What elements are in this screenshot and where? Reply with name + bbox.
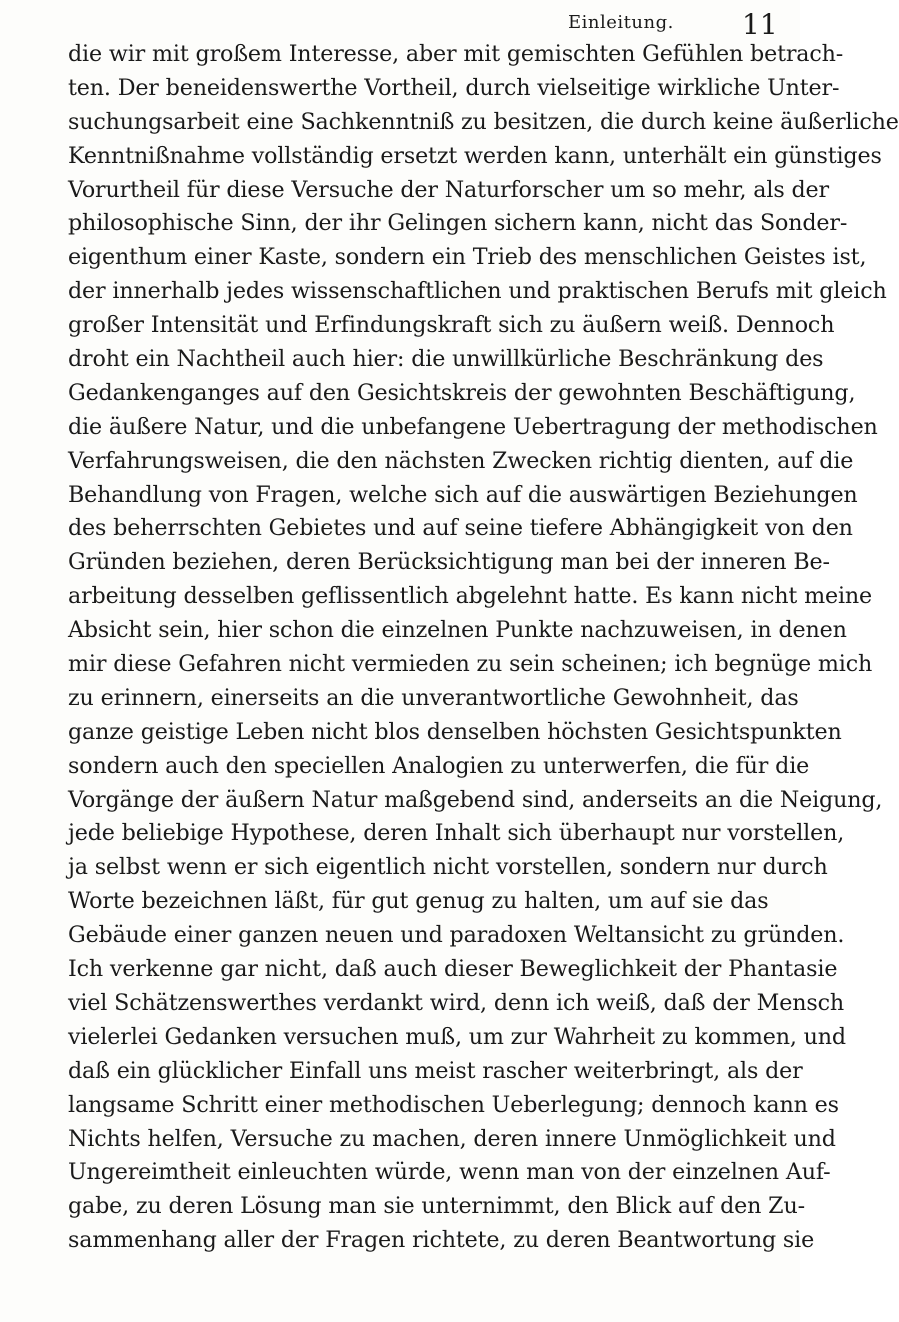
- text-line: mir diese Gefahren nicht vermieden zu sein scheinen; ich begnüge mich: [68, 651, 873, 678]
- text-line: langsame Schritt einer methodischen Ueberlegung; dennoch kann es: [68, 1091, 839, 1118]
- text-line: des beherrschten Gebietes und auf seine tiefere Abhängigkeit von den: [68, 515, 853, 542]
- text-line: Worte bezeichnen läßt, für gut genug zu halten, um auf sie das: [68, 888, 769, 915]
- body-text: [68, 38, 899, 1258]
- text-line: der innerhalb jedes wissenschaftlichen und praktischen Berufs mit gleich: [68, 278, 887, 305]
- text-line: droht ein Nachtheil auch hier: die unwillkürliche Beschränkung des: [68, 346, 824, 373]
- running-title: Einleitung.: [568, 12, 674, 33]
- text-line: eigenthum einer Kaste, sondern ein Trieb des menschlichen Geistes ist,: [68, 244, 867, 271]
- text-line: Absicht sein, hier schon die einzelnen Punkte nachzuweisen, in denen: [68, 617, 847, 644]
- text-line: sondern auch den speciellen Analogien zu unterwerfen, die für die: [68, 752, 810, 779]
- text-line: ganze geistige Leben nicht blos denselben höchsten Gesichtspunkten: [68, 718, 842, 745]
- text-line: Vorgänge der äußern Natur maßgebend sind, anderseits an die Neigung,: [68, 786, 883, 813]
- text-line: vielerlei Gedanken versuchen muß, um zur Wahrheit zu kommen, und: [68, 1023, 846, 1050]
- text-line: Gebäude einer ganzen neuen und paradoxen Weltansicht zu gründen.: [68, 922, 845, 949]
- text-line: sammenhang aller der Fragen richtete, zu deren Beantwortung sie: [68, 1227, 815, 1254]
- text-line: viel Schätzenswerthes verdankt wird, denn ich weiß, daß der Mensch: [68, 989, 844, 1016]
- text-line: ten. Der beneidenswerthe Vortheil, durch vielseitige wirkliche Unter-: [68, 74, 840, 101]
- text-line: gabe, zu deren Lösung man sie unternimmt, den Blick auf den Zu-: [68, 1193, 805, 1220]
- text-line: arbeitung desselben geflissentlich abgelehnt hatte. Es kann nicht meine: [68, 583, 873, 610]
- running-header: [0, 8, 800, 41]
- text-line: Kenntnißnahme vollständig ersetzt werden kann, unterhält ein günstiges: [68, 142, 882, 169]
- text-line: Gedankenganges auf den Gesichtskreis der gewohnten Beschäftigung,: [68, 379, 856, 406]
- text-line: zu erinnern, einerseits an die unverantwortliche Gewohnheit, das: [68, 684, 799, 711]
- text-line: suchungsarbeit eine Sachkenntniß zu besitzen, die durch keine äußerliche: [68, 108, 899, 135]
- text-line: Nichts helfen, Versuche zu machen, deren innere Unmöglichkeit und: [68, 1125, 836, 1152]
- page-number: 11: [742, 8, 778, 41]
- text-line: die äußere Natur, und die unbefangene Uebertragung der methodischen: [68, 413, 878, 440]
- text-line: großer Intensität und Erfindungskraft sich zu äußern weiß. Dennoch: [68, 312, 835, 339]
- text-line: Ungereimtheit einleuchten würde, wenn man von der einzelnen Auf-: [68, 1159, 831, 1186]
- text-line: Gründen beziehen, deren Berücksichtigung man bei der inneren Be-: [68, 549, 830, 576]
- text-line: Behandlung von Fragen, welche sich auf die auswärtigen Beziehungen: [68, 481, 858, 508]
- text-line: Vorurtheil für diese Versuche der Naturforscher um so mehr, als der: [68, 176, 829, 203]
- text-line: ja selbst wenn er sich eigentlich nicht vorstellen, sondern nur durch: [68, 854, 828, 881]
- text-line: Verfahrungsweisen, die den nächsten Zwecken richtig dienten, auf die: [68, 447, 854, 474]
- text-line: philosophische Sinn, der ihr Gelingen sichern kann, nicht das Sonder-: [68, 210, 848, 237]
- text-line: die wir mit großem Interesse, aber mit gemischten Gefühlen betrach-: [68, 41, 844, 67]
- text-line: jede beliebige Hypothese, deren Inhalt sich überhaupt nur vorstellen,: [68, 820, 845, 847]
- text-line: daß ein glücklicher Einfall uns meist rascher weiterbringt, als der: [68, 1057, 803, 1084]
- text-line: Ich verkenne gar nicht, daß auch dieser Beweglichkeit der Phantasie: [68, 956, 838, 983]
